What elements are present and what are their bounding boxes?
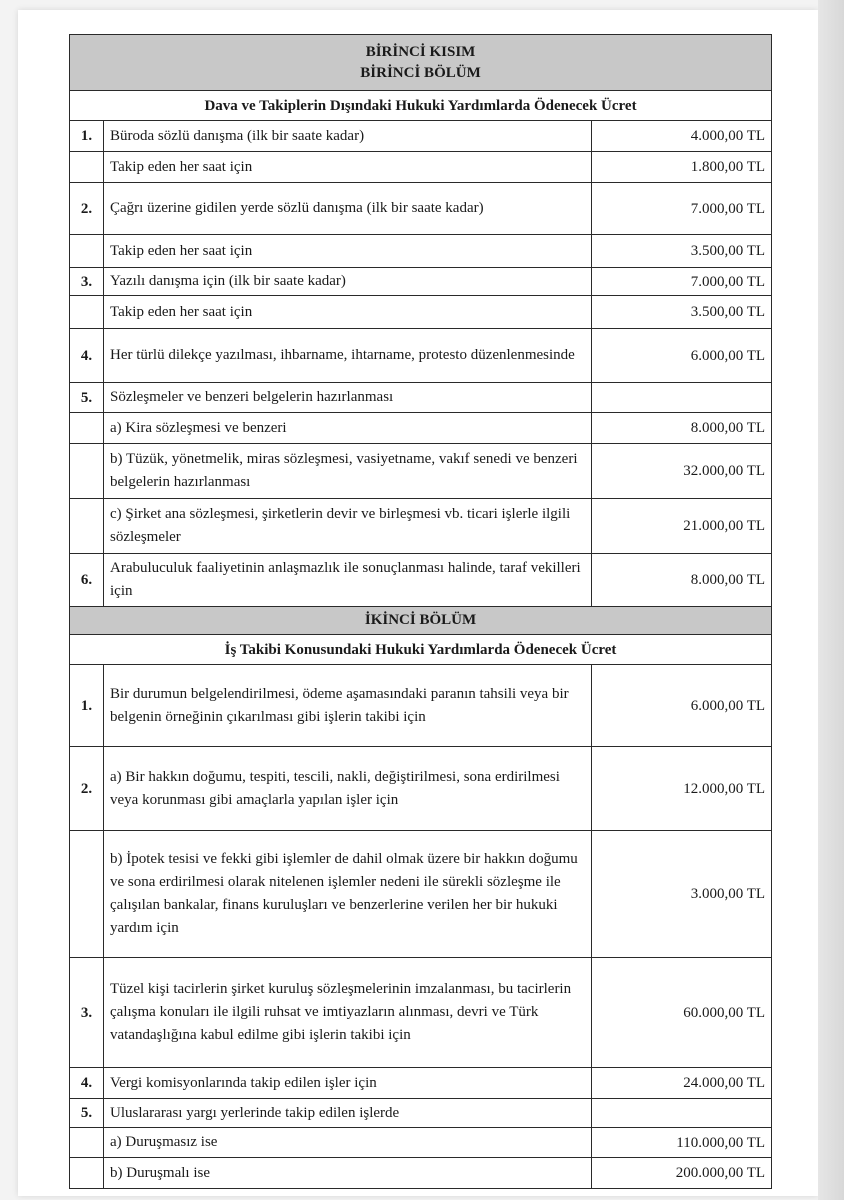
row-fee: 6.000,00 TL [592,329,772,383]
row-description: Takip eden her saat için [104,235,592,268]
table-row [70,121,772,152]
row-description: Tüzel kişi tacirlerin şirket kuruluş sözleşmelerinin imzalanması, bu tacirlerin çalışma konuları ile ilgili ruhsat ve imtiyazların alınması, devri ve Türk vatandaşlığına kabul edilme gibi işlerin takibi için [104,958,592,1068]
table-row [70,235,772,268]
part-header-row [70,35,772,91]
table-row [70,183,772,235]
row-number [70,831,104,958]
row-number [70,152,104,183]
row-fee: 7.000,00 TL [592,268,772,296]
section2-subtitle-row [70,635,772,665]
row-description: Yazılı danışma için (ilk bir saate kadar) [104,268,592,296]
section1-subtitle-row [70,91,772,121]
table-row [70,444,772,499]
table-row [70,413,772,444]
table-row [70,1099,772,1128]
row-fee: 3.500,00 TL [592,235,772,268]
row-number: 5. [70,383,104,413]
row-number [70,444,104,499]
section2-subtitle: İş Takibi Konusundaki Hukuki Yardımlarda Ödenecek Ücret [70,635,772,665]
row-number: 2. [70,183,104,235]
section1-title: BİRİNCİ BÖLÜM [360,64,481,81]
row-fee [592,383,772,413]
fee-schedule-table [69,34,772,1189]
table-row [70,747,772,831]
row-fee: 3.000,00 TL [592,831,772,958]
row-fee: 110.000,00 TL [592,1128,772,1158]
table-row [70,152,772,183]
table-row [70,665,772,747]
row-description: Bir durumun belgelendirilmesi, ödeme aşamasındaki paranın tahsili veya bir belgenin örneğinin çıkarılması gibi işlerin takibi için [104,665,592,747]
row-description: b) Duruşmalı ise [104,1158,592,1189]
table-row [70,554,772,607]
row-number: 2. [70,747,104,831]
row-description: Takip eden her saat için [104,296,592,329]
row-number: 5. [70,1099,104,1128]
row-description: Takip eden her saat için [104,152,592,183]
row-number [70,499,104,554]
row-description: Vergi komisyonlarında takip edilen işler için [104,1068,592,1099]
row-fee: 4.000,00 TL [592,121,772,152]
row-number: 6. [70,554,104,607]
row-fee: 60.000,00 TL [592,958,772,1068]
row-description: Uluslararası yargı yerlerinde takip edilen işlerde [104,1099,592,1128]
row-description: b) Tüzük, yönetmelik, miras sözleşmesi, vasiyetname, vakıf senedi ve benzeri belgelerin hazırlanması [104,444,592,499]
row-description: c) Şirket ana sözleşmesi, şirketlerin devir ve birleşmesi vb. ticari işlerle ilgili sözleşmeler [104,499,592,554]
table-row [70,499,772,554]
row-number: 1. [70,665,104,747]
row-fee: 21.000,00 TL [592,499,772,554]
row-number: 1. [70,121,104,152]
table-row [70,958,772,1068]
row-number: 4. [70,329,104,383]
part-title: BİRİNCİ KISIM [365,43,476,60]
page-edge [818,0,844,1200]
row-description: Çağrı üzerine gidilen yerde sözlü danışma (ilk bir saate kadar) [104,183,592,235]
row-description: a) Bir hakkın doğumu, tespiti, tescili, nakli, değiştirilmesi, sona erdirilmesi veya korunması gibi amaçlarla yapılan işler için [104,747,592,831]
row-number [70,1158,104,1189]
section2-header-row [70,607,772,635]
row-fee: 6.000,00 TL [592,665,772,747]
row-description: Arabuluculuk faaliyetinin anlaşmazlık ile sonuçlanması halinde, taraf vekilleri için [104,554,592,607]
section1-subtitle: Dava ve Takiplerin Dışındaki Hukuki Yardımlarda Ödenecek Ücret [70,91,772,121]
table-row [70,1068,772,1099]
row-number: 3. [70,958,104,1068]
table-row [70,329,772,383]
row-description: a) Kira sözleşmesi ve benzeri [104,413,592,444]
row-fee [592,1099,772,1128]
row-fee: 200.000,00 TL [592,1158,772,1189]
row-fee: 1.800,00 TL [592,152,772,183]
row-description: Her türlü dilekçe yazılması, ihbarname, ihtarname, protesto düzenlenmesinde [104,329,592,383]
row-fee: 12.000,00 TL [592,747,772,831]
table-row [70,831,772,958]
row-number [70,1128,104,1158]
row-fee: 7.000,00 TL [592,183,772,235]
row-fee: 24.000,00 TL [592,1068,772,1099]
table-row [70,383,772,413]
row-fee: 8.000,00 TL [592,413,772,444]
row-fee: 32.000,00 TL [592,444,772,499]
table-row [70,1158,772,1189]
row-number: 4. [70,1068,104,1099]
table-row [70,296,772,329]
row-number [70,296,104,329]
table-row [70,1128,772,1158]
row-number: 3. [70,268,104,296]
table-row [70,268,772,296]
part-header [70,35,772,91]
section2-title: İKİNCİ BÖLÜM [70,607,772,635]
row-description: a) Duruşmasız ise [104,1128,592,1158]
row-description: Büroda sözlü danışma (ilk bir saate kadar) [104,121,592,152]
row-number [70,235,104,268]
row-fee: 3.500,00 TL [592,296,772,329]
row-description: Sözleşmeler ve benzeri belgelerin hazırlanması [104,383,592,413]
row-fee: 8.000,00 TL [592,554,772,607]
row-number [70,413,104,444]
row-description: b) İpotek tesisi ve fekki gibi işlemler de dahil olmak üzere bir hakkın doğumu ve sona erdirilmesi olarak nitelenen işlemler nedeni ile sürekli sözleşme ile çalışılan bankalar, finans kuruluşları ve benzerlerine verilen her bir hukuki yardım için [104,831,592,958]
